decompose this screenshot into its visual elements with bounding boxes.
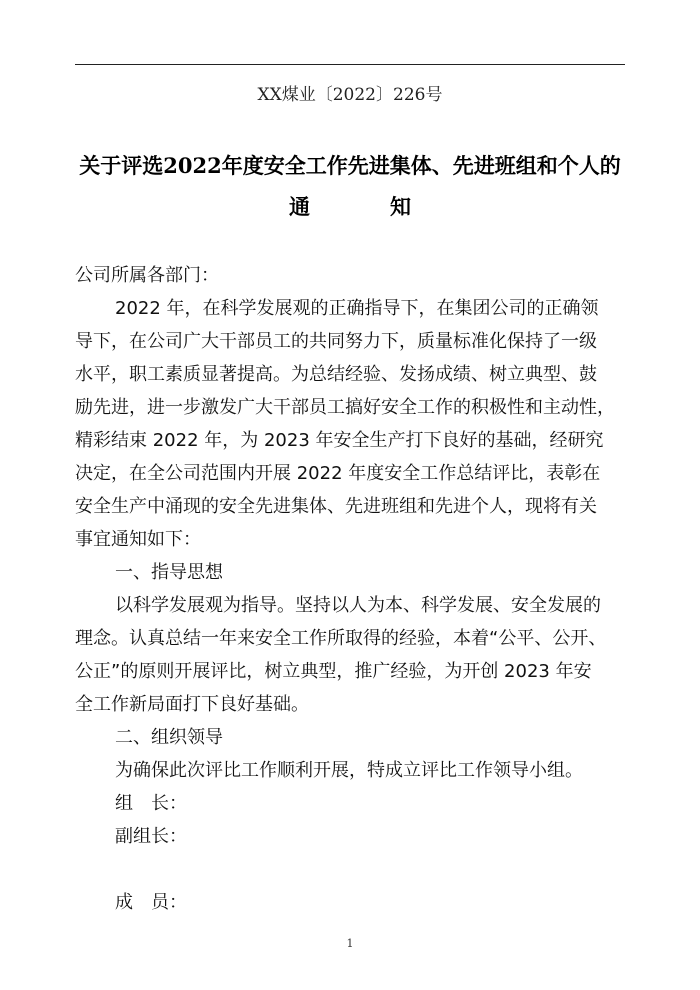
body-line: 水平，职工素质显著提高。为总结经验、发扬成绩、树立典型、鼓 bbox=[75, 364, 597, 385]
title-char-2: 知 bbox=[390, 194, 411, 219]
body-line: 励先进，进一步激发广大干部员工搞好安全工作的积极性和主动性， bbox=[75, 397, 615, 418]
body-line: 精彩结束 2022 年，为 2023 年安全生产打下良好的基础，经研究 bbox=[75, 430, 604, 451]
page-number: 1 bbox=[346, 937, 354, 950]
salutation: 公司所属各部门： bbox=[75, 265, 219, 286]
body-line: 导下，在公司广大干部员工的共同努力下，质量标准化保持了一级 bbox=[75, 331, 597, 352]
body-line: 2022 年，在科学发展观的正确指导下，在集团公司的正确领 bbox=[115, 298, 599, 319]
document-title-line-2 bbox=[0, 191, 700, 221]
body-line: 事宜通知如下： bbox=[75, 529, 201, 550]
document-body bbox=[75, 259, 635, 919]
body-line: 理念。认真总结一年来安全工作所取得的经验，本着“公平、公开、 bbox=[75, 628, 607, 649]
body-line: 公正”的原则开展评比，树立典型，推广经验，为开创 2023 年安 bbox=[75, 661, 592, 682]
document-title-line-1: 关于评选2022年度安全工作先进集体、先进班组和个人的 bbox=[79, 153, 621, 178]
section-heading-organization: 二、组织领导 bbox=[115, 727, 223, 748]
body-line: 决定，在全公司范围内开展 2022 年度安全工作总结评比，表彰在 bbox=[75, 463, 601, 484]
vice-leader-label: 副组长： bbox=[115, 826, 187, 847]
body-line: 以科学发展观为指导。坚持以人为本、科学发展、安全发展的 bbox=[115, 595, 601, 616]
leader-label: 组 长： bbox=[115, 793, 187, 814]
header-rule bbox=[75, 64, 625, 65]
document-number: XX煤业〔2022〕226号 bbox=[257, 85, 443, 105]
body-line: 安全生产中涌现的安全先进集体、先进班组和先进个人，现将有关 bbox=[75, 496, 597, 517]
section-heading-guiding-ideology: 一、指导思想 bbox=[115, 562, 223, 583]
body-line: 全工作新局面打下良好基础。 bbox=[75, 694, 309, 715]
title-char-1: 通 bbox=[289, 194, 310, 219]
members-label: 成 员： bbox=[115, 892, 187, 913]
body-line: 为确保此次评比工作顺利开展，特成立评比工作领导小组。 bbox=[115, 760, 583, 781]
